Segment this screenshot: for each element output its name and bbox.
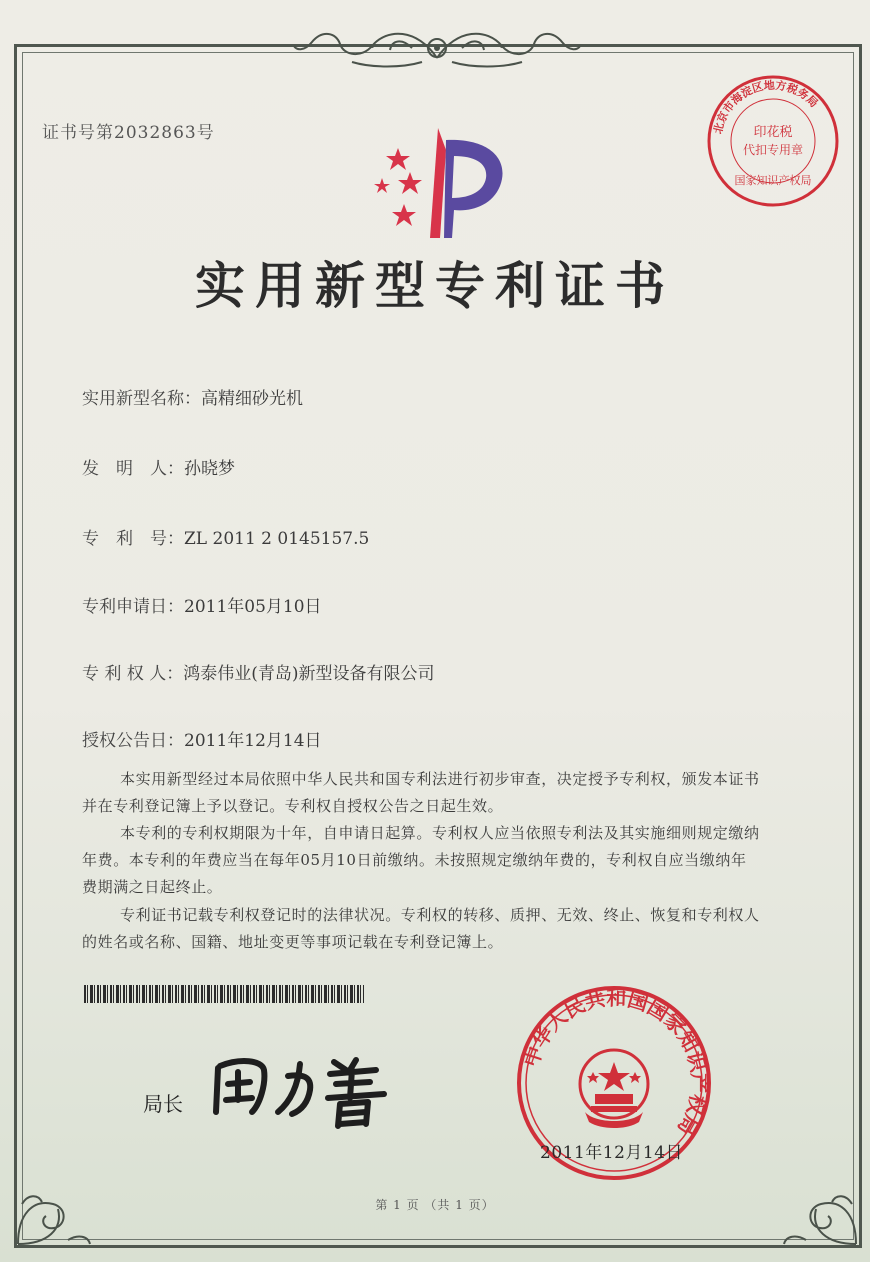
field-label: 授权公告日：: [82, 731, 184, 751]
field-label: 实用新型名称：: [82, 389, 201, 409]
signature-icon: [206, 1040, 416, 1130]
field-label: 专 利 权 人：: [82, 664, 184, 684]
tax-stamp-ring-text: 北京市海淀区地方税务局: [711, 78, 821, 136]
certificate-number: 证书号第2032863号: [42, 123, 215, 143]
field-utility-model-name: [82, 384, 303, 409]
certificate-title: 实用新型专利证书: [195, 257, 675, 315]
seal-date: 2011年12月14日: [540, 1143, 684, 1163]
page-number: 第 1 页 （共 1 页）: [375, 1198, 495, 1212]
tax-stamp-line1: 印花税: [753, 125, 793, 140]
field-value: 孙晓梦: [184, 459, 235, 479]
barcode-icon: [84, 985, 364, 1003]
director-label: 局长: [143, 1092, 183, 1116]
field-patent-number: [82, 524, 369, 549]
field-label: 专 利 号：: [82, 529, 184, 549]
tax-stamp-icon: [704, 72, 842, 210]
field-value: 2011年12月14日: [184, 731, 322, 751]
sipo-logo-icon: [360, 120, 520, 245]
seal-ring-text: 中华人民共和国国家知识产权局: [518, 985, 712, 1140]
paragraph-legal-status: 专利证书记载专利权登记时的法律状况。专利权的转移、质押、无效、终止、恢复和专利权人的姓名或名称、国籍、地址变更等事项记载在专利登记簿上。: [82, 906, 760, 951]
field-label: 专利申请日：: [82, 597, 184, 617]
field-value: 鸿泰伟业(青岛)新型设备有限公司: [183, 664, 435, 684]
field-value: 2011年05月10日: [184, 597, 322, 617]
field-application-date: [82, 592, 322, 617]
top-ornament-icon: [292, 18, 582, 74]
field-patentee: [82, 659, 434, 684]
field-value: ZL 2011 2 0145157.5: [184, 529, 370, 549]
field-value: 高精细砂光机: [201, 389, 303, 409]
field-label: 发 明 人：: [82, 459, 184, 479]
field-grant-date: [82, 726, 322, 751]
svg-text:中华人民共和国国家知识产权局: [519, 986, 711, 1140]
paragraph-term: 本专利的专利权期限为十年，自申请日起算。专利权人应当依照专利法及其实施细则规定缴纳年费。本专利的年费应当在每年05月10日前缴纳。未按照规定缴纳年费的，专利权自应当缴纳年费期满之日起终止。: [82, 824, 760, 896]
paragraph-examination: 本实用新型经过本局依照中华人民共和国专利法进行初步审查，决定授予专利权，颁发本证书并在专利登记簿上予以登记。专利权自授权公告之日起生效。: [82, 770, 760, 815]
field-inventor: [82, 454, 235, 479]
tax-stamp-line2: 代扣专用章: [742, 143, 804, 157]
tax-stamp-bottom: 国家知识产权局: [734, 174, 812, 187]
